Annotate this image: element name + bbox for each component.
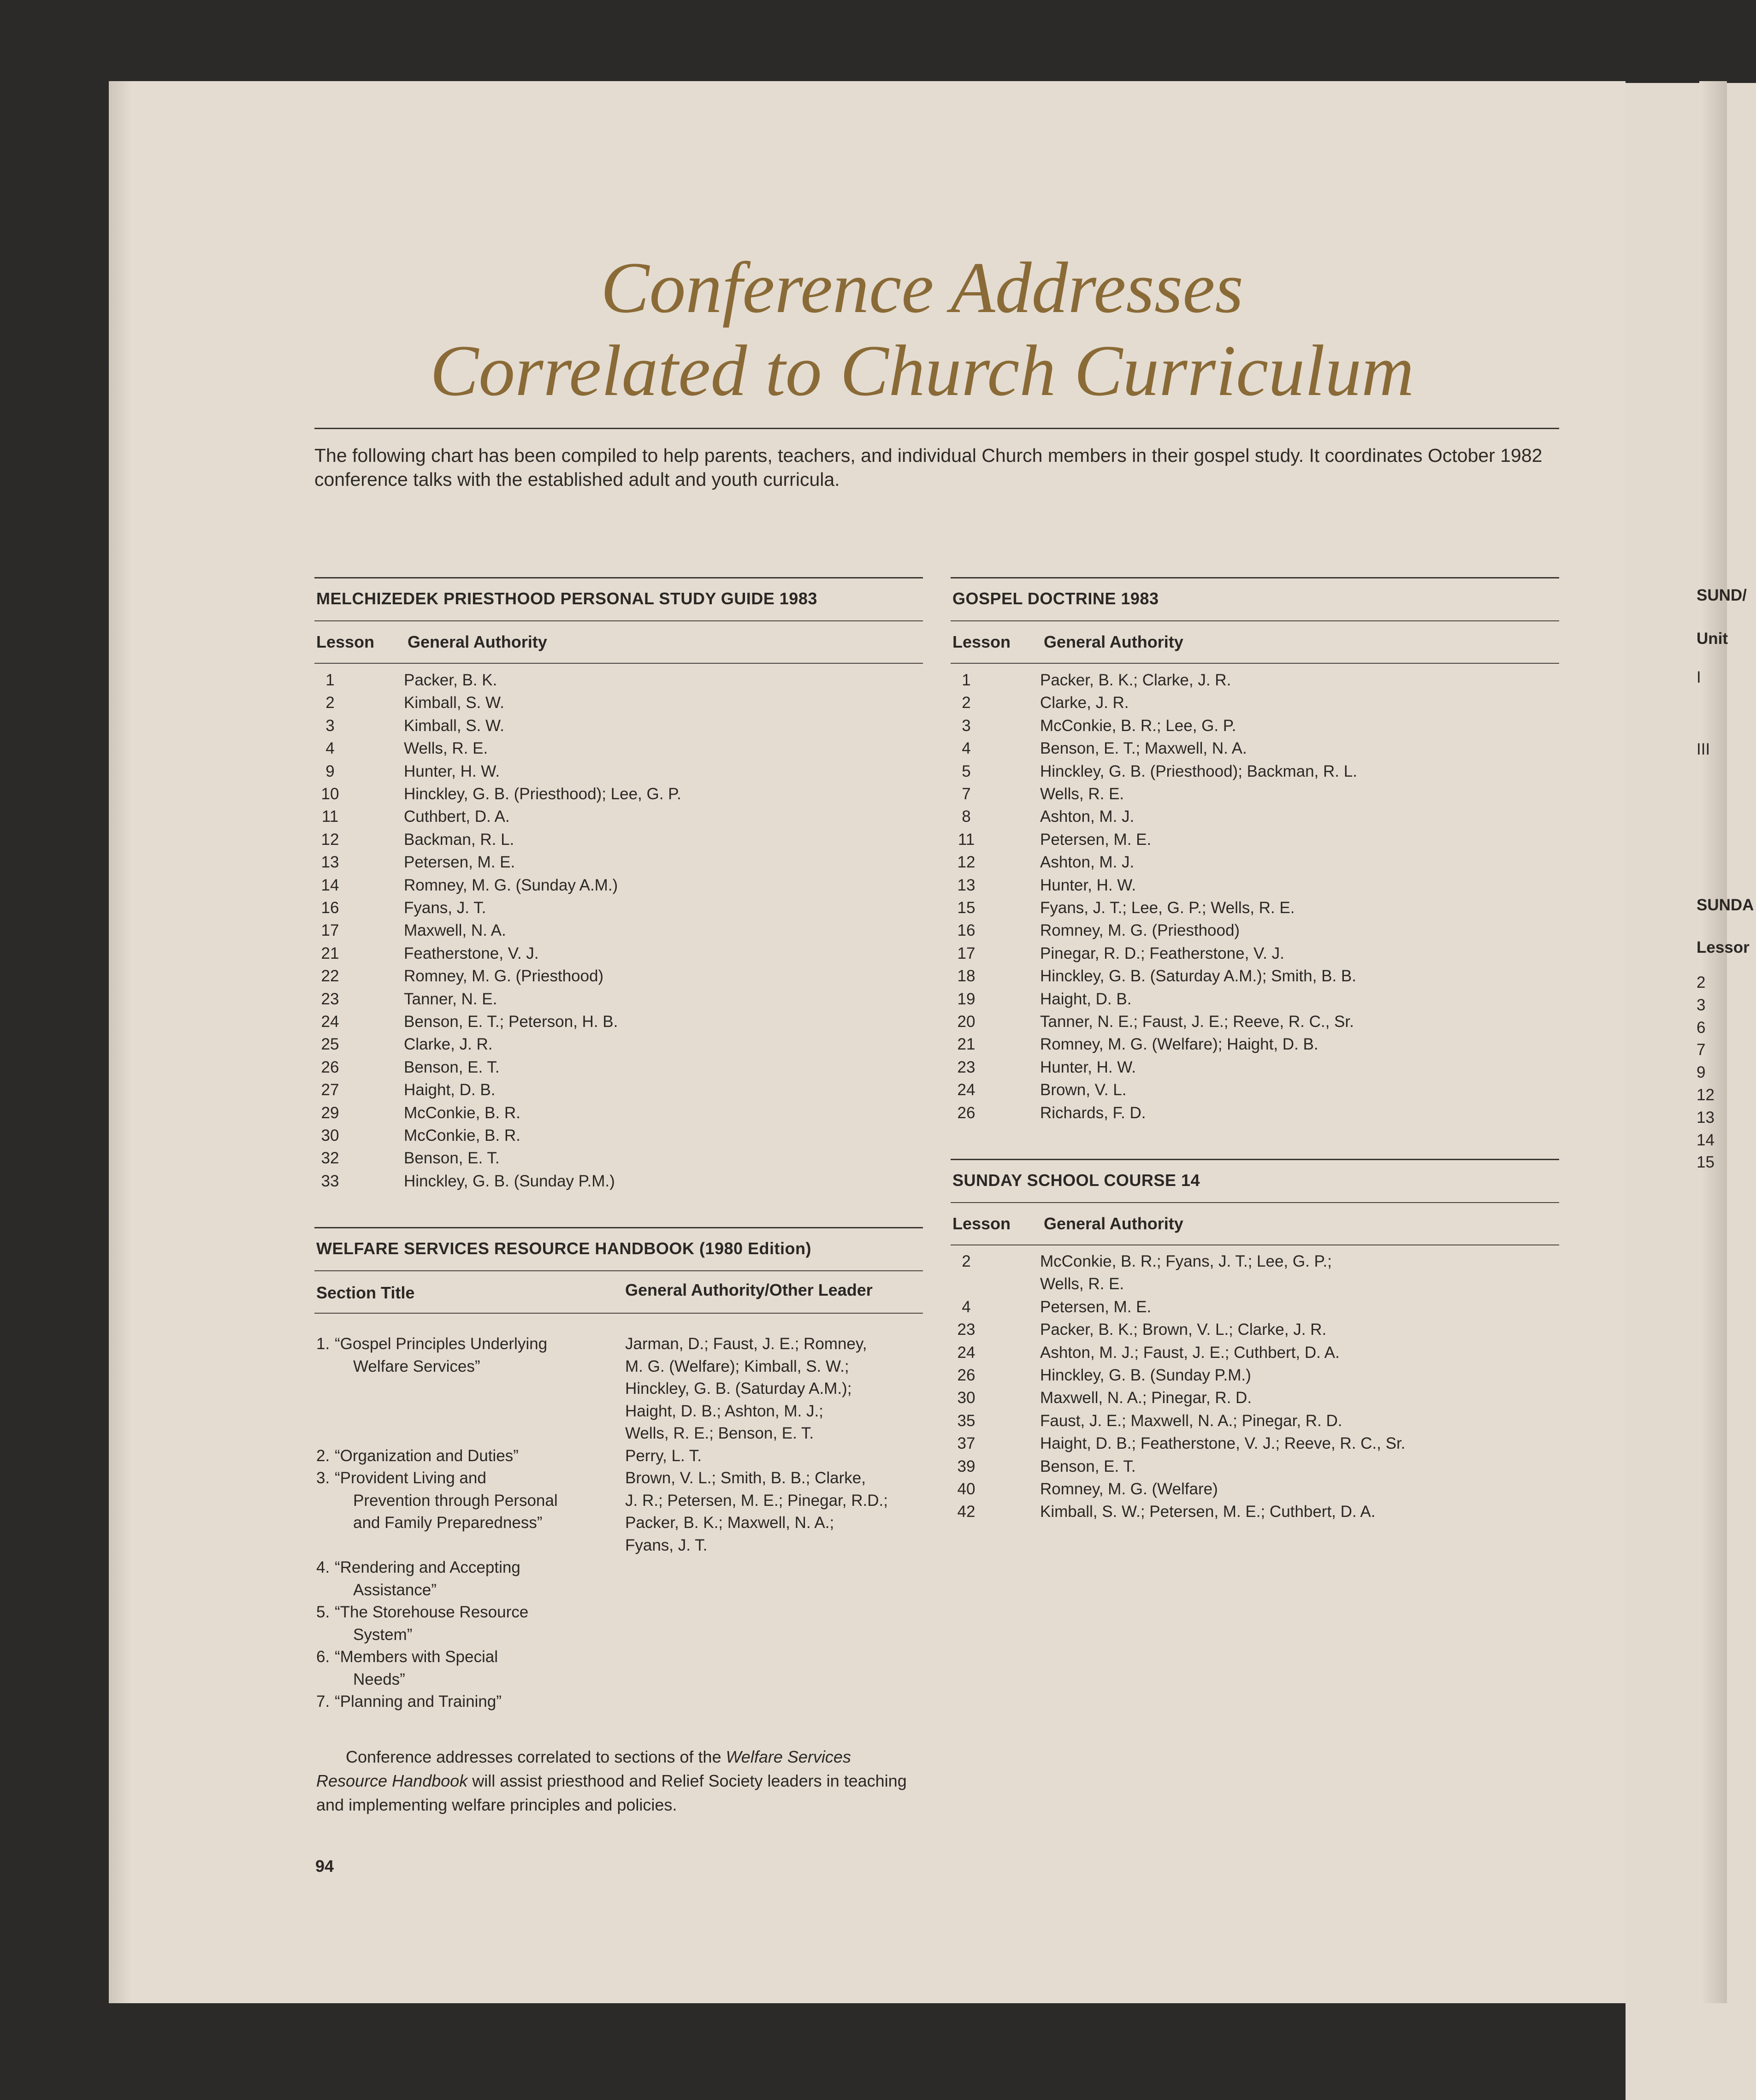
melchizedek-row [312,1079,911,1102]
sunday-school-lesson-number: 26 [957,1366,976,1384]
right-page-label-5: SUNDA [1697,896,1754,914]
melchizedek-lesson-number: 25 [321,1035,339,1054]
sunday-school-row [948,1318,1547,1341]
welfare-authority: Hinckley, G. B. (Saturday A.M.); [625,1380,852,1398]
melchizedek-authority: Benson, E. T. [404,1058,500,1076]
gospel-doctrine-lesson-number: 13 [957,876,976,894]
melchizedek-lesson-number: 16 [321,899,339,917]
sunday-school-authority: Maxwell, N. A.; Pinegar, R. D. [1040,1389,1252,1407]
right-page-lesson-number: 9 [1697,1063,1706,1082]
gospel-doctrine-lesson-number: 1 [962,671,971,689]
welfare-authority: Jarman, D.; Faust, J. E.; Romney, [625,1335,867,1353]
gospel-doctrine-lesson-number: 8 [962,808,971,826]
gospel-doctrine-authority: Hunter, H. W. [1040,1058,1136,1076]
gospel-doctrine-row [948,874,1547,897]
melchizedek-col-lesson: Lesson [316,632,375,651]
sunday-school-authority: Packer, B. K.; Brown, V. L.; Clarke, J. R. [1040,1321,1327,1339]
melchizedek-authority: Wells, R. E. [404,739,488,758]
gospel-doctrine-authority: Brown, V. L. [1040,1081,1127,1099]
welfare-authority: Fyans, J. T. [625,1536,708,1554]
gospel-doctrine-row [948,805,1547,828]
sunday-school-row [948,1273,1547,1296]
melchizedek-row [312,828,911,851]
welfare-section-title: “The Storehouse Resource [335,1603,529,1621]
melchizedek-lesson-number: 9 [325,762,335,780]
gospel-doctrine-lesson-number: 5 [962,762,971,780]
melchizedek-row [312,942,911,965]
gospel-doctrine-row [948,1010,1547,1033]
sunday-school-row [948,1432,1547,1455]
gospel-doctrine-lesson-number: 17 [957,944,976,962]
melchizedek-lesson-number: 2 [325,694,335,712]
melchizedek-lesson-number: 3 [325,716,335,735]
gospel-doctrine-authority: Fyans, J. T.; Lee, G. P.; Wells, R. E. [1040,899,1295,917]
gospel-doctrine-row [948,783,1547,806]
melchizedek-lesson-number: 14 [321,876,339,894]
gospel-doctrine-row [948,1079,1547,1102]
welfare-item-number: 4. [316,1558,330,1576]
gospel-doctrine-row [948,828,1547,851]
sunday-school-col-authority: General Authority [1044,1214,1183,1233]
melchizedek-row [312,1033,911,1056]
welfare-item-number: 7. [316,1693,330,1711]
right-page-label-1: SUND/ [1697,586,1747,604]
melchizedek-authority: Cuthbert, D. A. [404,808,510,826]
sunday-school-authority: Hinckley, G. B. (Sunday P.M.) [1040,1366,1251,1384]
welfare-item-number: 6. [316,1648,330,1666]
melchizedek-authority: Maxwell, N. A. [404,921,506,940]
melchizedek-lesson-number: 26 [321,1058,339,1076]
melchizedek-lesson-number: 4 [325,739,335,758]
sunday-school-row [948,1296,1547,1319]
gospel-doctrine-header-rule [951,620,1559,621]
melchizedek-authority: Romney, M. G. (Priesthood) [404,967,604,985]
gospel-doctrine-row [948,851,1547,874]
sunday-school-row [948,1455,1547,1478]
gospel-doctrine-authority: Clarke, J. R. [1040,694,1129,712]
welfare-top-rule [314,1227,923,1228]
gospel-doctrine-authority: Pinegar, R. D.; Featherstone, V. J. [1040,944,1284,962]
melchizedek-lesson-number: 12 [321,830,339,849]
footnote-handbook-title: Welfare Services Resource Handbook [316,1747,851,1790]
melchizedek-row [312,874,911,897]
welfare-section-title: Welfare Services” [353,1357,480,1375]
melchizedek-lesson-number: 22 [321,967,339,985]
sunday-school-lesson-number: 23 [957,1321,976,1339]
melchizedek-top-rule [314,577,923,578]
gospel-doctrine-row [948,737,1547,760]
gospel-doctrine-section-title: GOSPEL DOCTRINE 1983 [952,589,1159,608]
sunday-school-authority: Ashton, M. J.; Faust, J. E.; Cuthbert, D. A. [1040,1343,1340,1362]
welfare-authority: Perry, L. T. [625,1446,702,1465]
sunday-school-lesson-number: 39 [957,1457,976,1475]
gospel-doctrine-lesson-number: 2 [962,694,971,712]
gospel-doctrine-row [948,760,1547,783]
melchizedek-lesson-number: 23 [321,990,339,1008]
melchizedek-row [312,783,911,806]
sunday-school-row [948,1250,1547,1273]
melchizedek-lesson-number: 32 [321,1149,339,1168]
melchizedek-lesson-number: 1 [325,671,335,689]
melchizedek-lesson-number: 13 [321,853,339,872]
melchizedek-authority: Benson, E. T.; Peterson, H. B. [404,1013,618,1031]
gospel-doctrine-lesson-number: 16 [957,921,976,940]
sunday-school-authority: Faust, J. E.; Maxwell, N. A.; Pinegar, R. D. [1040,1411,1342,1430]
right-page-lesson-number: 7 [1697,1041,1706,1059]
welfare-section-title: “Rendering and Accepting [335,1558,520,1576]
right-page-lesson-number: 6 [1697,1018,1706,1037]
gospel-doctrine-lesson-number: 23 [957,1058,976,1076]
gospel-doctrine-row [948,714,1547,737]
sunday-school-authority: McConkie, B. R.; Fyans, J. T.; Lee, G. P.; [1040,1252,1332,1270]
welfare-authority: Wells, R. E.; Benson, E. T. [625,1424,814,1442]
welfare-section-title: System” [353,1625,413,1644]
page-number: 94 [315,1857,334,1876]
welfare-columns-rule [314,1313,923,1314]
page-title-line1: Conference Addresses [601,248,1243,328]
intro-paragraph: The following chart has been compiled to help parents, teachers, and individual Church members in their gospel study. It coordinates October 1982 conference talks with the established adult and youth curricula. [314,445,1543,490]
right-page-label-4: III [1697,740,1710,758]
gospel-doctrine-lesson-number: 7 [962,785,971,803]
sunday-school-authority: Petersen, M. E. [1040,1298,1152,1316]
melchizedek-authority: Packer, B. K. [404,671,497,689]
welfare-col-authority: General Authority/Other Leader [625,1280,873,1299]
gospel-doctrine-row [948,691,1547,714]
gospel-doctrine-authority: Romney, M. G. (Welfare); Haight, D. B. [1040,1035,1318,1054]
sunday-school-lesson-number: 4 [962,1298,971,1316]
melchizedek-columns-rule [314,663,923,664]
welfare-section-title: “Members with Special [335,1648,498,1666]
melchizedek-section-title: MELCHIZEDEK PRIESTHOOD PERSONAL STUDY GUIDE 1983 [316,589,817,608]
right-page-label-3: I [1697,668,1701,686]
gospel-doctrine-lesson-number: 26 [957,1103,976,1122]
melchizedek-lesson-number: 17 [321,921,339,940]
welfare-section-title: Needs” [353,1670,405,1688]
right-page-lesson-number: 2 [1697,973,1706,991]
melchizedek-authority: Tanner, N. E. [404,990,497,1008]
melchizedek-row [312,669,911,692]
melchizedek-row [312,1010,911,1033]
welfare-footnote [316,1745,916,1817]
gospel-doctrine-authority: Ashton, M. J. [1040,808,1135,826]
gospel-doctrine-authority: Benson, E. T.; Maxwell, N. A. [1040,739,1247,758]
melchizedek-row [312,1170,911,1193]
gospel-doctrine-authority: Haight, D. B. [1040,990,1132,1008]
sunday-school-col-lesson: Lesson [952,1214,1011,1233]
welfare-authority: Haight, D. B.; Ashton, M. J.; [625,1402,823,1420]
welfare-section-title: WELFARE SERVICES RESOURCE HANDBOOK (1980 Edition) [316,1239,811,1258]
sunday-school-row [948,1410,1547,1433]
sunday-school-lesson-number: 37 [957,1434,976,1453]
title-rule [314,428,1559,429]
gospel-doctrine-columns-rule [951,663,1559,664]
gospel-doctrine-authority: McConkie, B. R.; Lee, G. P. [1040,716,1236,735]
melchizedek-authority: Benson, E. T. [404,1149,500,1168]
melchizedek-row [312,737,911,760]
gospel-doctrine-authority: Packer, B. K.; Clarke, J. R. [1040,671,1231,689]
gospel-doctrine-row [948,942,1547,965]
melchizedek-lesson-number: 10 [321,785,339,803]
melchizedek-lesson-number: 27 [321,1081,339,1099]
gospel-doctrine-lesson-number: 21 [957,1035,976,1054]
gospel-doctrine-authority: Richards, F. D. [1040,1103,1146,1122]
gospel-doctrine-row [948,965,1547,988]
sunday-school-row [948,1478,1547,1501]
sunday-school-lesson-number: 2 [962,1252,971,1270]
melchizedek-lesson-number: 11 [321,808,339,826]
gospel-doctrine-lesson-number: 20 [957,1013,976,1031]
sunday-school-authority: Kimball, S. W.; Petersen, M. E.; Cuthbert, D. A. [1040,1503,1376,1521]
gospel-doctrine-row [948,988,1547,1011]
melchizedek-authority: Featherstone, V. J. [404,944,539,962]
melchizedek-row [312,897,911,920]
sunday-school-lesson-number: 35 [957,1411,976,1430]
sunday-school-lesson-number: 30 [957,1389,976,1407]
melchizedek-row [312,805,911,828]
melchizedek-authority: Backman, R. L. [404,830,514,849]
melchizedek-authority: Hunter, H. W. [404,762,500,780]
gospel-doctrine-authority: Hunter, H. W. [1040,876,1136,894]
right-page-lesson-number: 12 [1697,1086,1715,1104]
sunday-school-row [948,1386,1547,1410]
melchizedek-authority: Hinckley, G. B. (Priesthood); Lee, G. P. [404,785,681,803]
welfare-header-rule [314,1270,923,1271]
gospel-doctrine-authority: Tanner, N. E.; Faust, J. E.; Reeve, R. C., Sr. [1040,1013,1354,1031]
melchizedek-lesson-number: 30 [321,1127,339,1144]
sunday-school-header-rule [951,1202,1559,1203]
gospel-doctrine-authority: Ashton, M. J. [1040,853,1135,872]
gospel-doctrine-col-lesson: Lesson [952,632,1011,651]
welfare-item-number: 5. [316,1603,330,1621]
welfare-authority: Brown, V. L.; Smith, B. B.; Clarke, [625,1469,866,1487]
right-page-lesson-number: 13 [1697,1108,1715,1127]
right-page-lesson-number: 14 [1697,1131,1715,1149]
gospel-doctrine-lesson-number: 19 [957,990,976,1008]
gospel-doctrine-authority: Petersen, M. E. [1040,830,1152,849]
gospel-doctrine-top-rule [951,577,1559,578]
gospel-doctrine-authority: Hinckley, G. B. (Saturday A.M.); Smith, B. B. [1040,967,1356,985]
sunday-school-lesson-number: 40 [957,1480,976,1498]
gospel-doctrine-lesson-number: 12 [957,853,976,872]
gospel-doctrine-row [948,669,1547,692]
gospel-doctrine-lesson-number: 3 [962,716,971,735]
right-page-lesson-number: 15 [1697,1153,1715,1172]
sunday-school-section-title: SUNDAY SCHOOL COURSE 14 [952,1171,1200,1190]
melchizedek-row [312,1102,911,1125]
sunday-school-authority: Benson, E. T. [1040,1457,1136,1475]
sunday-school-row [948,1341,1547,1364]
sunday-school-authority: Romney, M. G. (Welfare) [1040,1480,1218,1498]
welfare-item-number: 1. [316,1335,330,1353]
melchizedek-col-authority: General Authority [408,632,547,651]
melchizedek-authority: Kimball, S. W. [404,694,504,712]
footnote-text-1: Conference addresses correlated to sections of the [346,1747,726,1766]
gospel-doctrine-row [948,919,1547,942]
melchizedek-authority: McConkie, B. R. [404,1127,520,1144]
welfare-item-number: 3. [316,1469,330,1487]
melchizedek-authority: Haight, D. B. [404,1081,496,1099]
welfare-authority: J. R.; Petersen, M. E.; Pinegar, R.D.; [625,1491,888,1510]
gospel-doctrine-lesson-number: 18 [957,967,976,985]
gospel-doctrine-lesson-number: 4 [962,739,971,758]
melchizedek-authority: Romney, M. G. (Sunday A.M.) [404,876,618,894]
welfare-section-title: “Gospel Principles Underlying [335,1335,548,1353]
melchizedek-row [312,1124,911,1147]
gospel-doctrine-row [948,1102,1547,1125]
melchizedek-row [312,965,911,988]
melchizedek-row [312,851,911,874]
melchizedek-authority: Fyans, J. T. [404,899,486,917]
sunday-school-authority: Haight, D. B.; Featherstone, V. J.; Reeve, R. C., Sr. [1040,1434,1406,1453]
gospel-doctrine-authority: Wells, R. E. [1040,785,1124,803]
melchizedek-authority: Hinckley, G. B. (Sunday P.M.) [404,1172,615,1190]
welfare-col-section: Section Title [316,1283,415,1302]
page-title-line2: Correlated to Church Curriculum [430,330,1414,411]
welfare-authority: M. G. (Welfare); Kimball, S. W.; [625,1357,849,1375]
right-page-lesson-number: 3 [1697,996,1706,1014]
welfare-section-title: “Provident Living and [335,1469,486,1487]
sunday-school-lesson-number: 42 [957,1503,976,1521]
melchizedek-authority: McConkie, B. R. [404,1103,520,1122]
welfare-authority: Packer, B. K.; Maxwell, N. A.; [625,1514,834,1532]
sunday-school-top-rule [951,1159,1559,1160]
right-page-label-2: Unit [1697,630,1728,648]
welfare-section-title: “Organization and Duties” [335,1446,519,1465]
footnote-text-2: will assist priesthood and Relief Society leaders in teaching and implementing welfare principles and policies. [316,1771,907,1814]
gospel-doctrine-row [948,1033,1547,1056]
gospel-doctrine-row [948,1056,1547,1079]
melchizedek-lesson-number: 21 [321,944,339,962]
gospel-doctrine-lesson-number: 15 [957,899,976,917]
melchizedek-row [312,714,911,737]
gospel-doctrine-lesson-number: 11 [958,830,975,849]
sunday-school-row [948,1364,1547,1387]
melchizedek-authority: Kimball, S. W. [404,716,504,735]
melchizedek-row [312,1147,911,1170]
melchizedek-row [312,988,911,1011]
melchizedek-lesson-number: 33 [321,1172,339,1190]
gospel-doctrine-authority: Hinckley, G. B. (Priesthood); Backman, R. L. [1040,762,1357,780]
sunday-school-row [948,1500,1547,1523]
gospel-doctrine-col-authority: General Authority [1044,632,1183,651]
gospel-doctrine-row [948,897,1547,920]
melchizedek-row [312,1056,911,1079]
melchizedek-lesson-number: 29 [321,1103,339,1122]
welfare-section-title: Prevention through Personal [353,1491,558,1510]
sunday-school-authority: Wells, R. E. [1040,1275,1124,1293]
melchizedek-lesson-number: 24 [321,1013,339,1031]
melchizedek-row [312,760,911,783]
sunday-school-lesson-number: 24 [957,1343,976,1362]
right-page-label-6: Lessor [1697,938,1750,956]
welfare-section-title: “Planning and Training” [335,1693,502,1711]
gospel-doctrine-authority: Romney, M. G. (Priesthood) [1040,921,1240,940]
melchizedek-header-rule [314,620,923,621]
melchizedek-row [312,919,911,942]
melchizedek-row [312,691,911,714]
melchizedek-authority: Clarke, J. R. [404,1035,493,1054]
gospel-doctrine-lesson-number: 24 [957,1081,976,1099]
welfare-item-number: 2. [316,1446,330,1465]
welfare-section-title: Assistance” [353,1581,437,1599]
melchizedek-authority: Petersen, M. E. [404,853,515,872]
welfare-section-title: and Family Preparedness” [353,1514,543,1532]
